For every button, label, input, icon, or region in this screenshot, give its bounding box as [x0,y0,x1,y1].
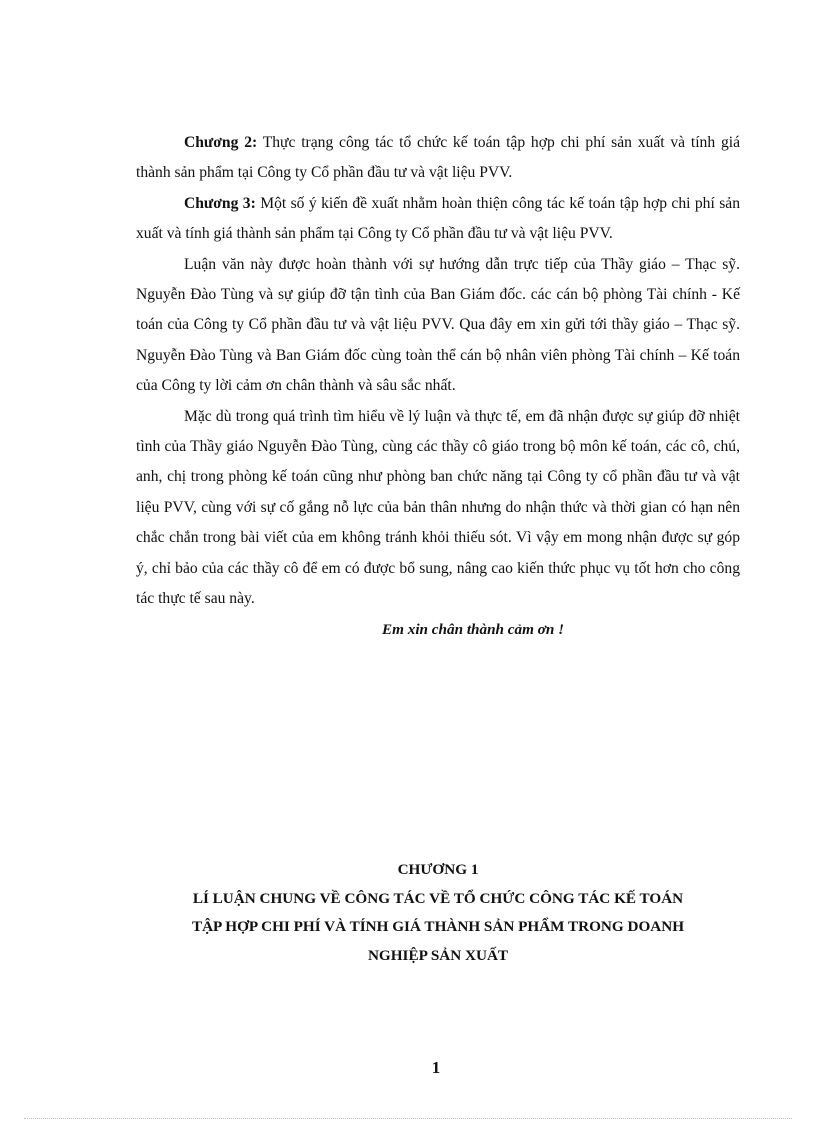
paragraph-text: Thực trạng công tác tổ chức kế toán tập hợp chi phí sản xuất và tính giá thành sản phẩm tại Công ty Cổ phần đầu tư và vật liệu PVV. [136,134,740,182]
chapter-title-line-1: LÍ LUẬN CHUNG VỀ CÔNG TÁC VỀ TỔ CHỨC CÔNG TÁC KẾ TOÁN [192,889,684,907]
paragraph-lead: Chương 2: [184,134,258,151]
body-text [136,128,740,645]
paragraph-lead: Chương 3: [184,194,256,212]
paragraph-text: Một số ý kiến đề xuất nhằm hoàn thiện công tác kế toán tập hợp chi phí sản xuất và tính giá thành sản phẩm tại Công ty Cổ phần đầu tư và vật liệu PVV. [136,194,740,243]
paragraph-acknowledgement [136,250,740,402]
paragraph-text: Mặc dù trong quá trình tìm hiểu về lý luận và thực tế, em đã nhận được sự giúp đỡ nhiệt tình của Thầy giáo Nguyễn Đào Tùng, cùng các thầy cô giáo trong bộ môn kế toán, các cô, chú, anh, chị trong phòng kế toán cũng như phòng ban chức năng tại Công ty cổ phần đầu tư và vật liệu PVV, cùng với sự cố gắng nỗ lực của bản thân nhưng do nhận thức và thời gian có hạn nên chắc chắn trong bài viết của em không tránh khỏi thiếu sót. Vì vậy em mong nhận được sự góp ý, chỉ bảo của các thầy cô để em có được bổ sung, nâng cao kiến thức phục vụ tốt hơn cho công tác thực tế sau này. [136,407,740,608]
paragraph-closing-remarks [136,402,740,615]
chapter-title-line-2: TẬP HỢP CHI PHÍ VÀ TÍNH GIÁ THÀNH SẢN PHẨM TRONG DOANH [191,918,685,935]
paragraph-text: Luận văn này được hoàn thành với sự hướng dẫn trực tiếp của Thầy giáo – Thạc sỹ. Nguyễn Đào Tùng và sự giúp đỡ tận tình của Ban Giám đốc. các cán bộ phòng Tài chính - Kế toán của Công ty Cổ phần đầu tư và vật liệu PVV. Qua đây em xin gửi tới thầy giáo – Thạc sỹ. Nguyễn Đào Tùng và Ban Giám đốc cùng toàn thể cán bộ nhân viên phòng Tài chính – Kế toán của Công ty lời cảm ơn chân thành và sâu sắc nhất. [136,255,740,395]
page-number: 1 [431,1058,441,1077]
thank-you-line: Em xin chân thành cảm ơn ! [382,620,565,638]
paragraph-chapter-2-summary [136,128,740,189]
chapter-number: CHƯƠNG 1 [397,861,479,878]
chapter-title-line-3: NGHIỆP SẢN XUẤT [367,946,509,964]
paragraph-chapter-3-summary [136,189,740,250]
chapter-heading [136,856,740,970]
page-bottom-divider [24,1118,792,1119]
